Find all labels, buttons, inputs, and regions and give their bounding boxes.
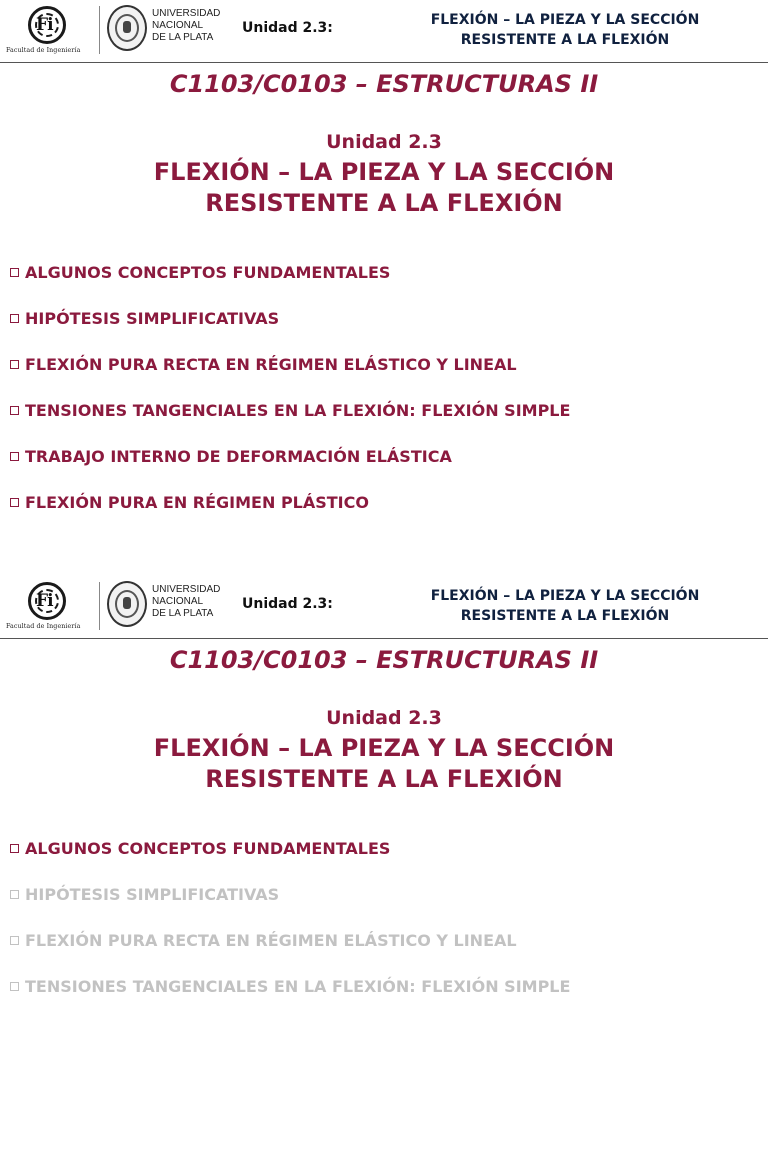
slide-title-line2: RESISTENTE A LA FLEXIÓN — [205, 189, 563, 217]
unit-label: Unidad 2.3 — [326, 131, 442, 153]
unlp-name: UNIVERSIDAD NACIONAL DE LA PLATA — [152, 584, 221, 619]
slide-header — [0, 576, 768, 639]
topic-item — [10, 306, 570, 352]
header-topic — [380, 10, 750, 50]
slide-title — [0, 157, 768, 219]
topic-item — [10, 260, 570, 306]
topic-list — [10, 260, 570, 536]
fi-logo — [6, 6, 96, 56]
checkbox-bullet-icon — [10, 268, 19, 277]
unit-label: Unidad 2.3 — [326, 707, 442, 729]
slide-title — [0, 733, 768, 795]
topic-label: TENSIONES TANGENCIALES EN LA FLEXIÓN: FLEXIÓN SIMPLE — [25, 401, 571, 420]
header-topic-line2: RESISTENTE A LA FLEXIÓN — [460, 608, 670, 624]
checkbox-bullet-icon — [10, 360, 19, 369]
course-title: C1103/C0103 – ESTRUCTURAS II — [169, 70, 599, 98]
slide-title-line1: FLEXIÓN – LA PIEZA Y LA SECCIÓN — [153, 734, 615, 762]
header-topic-line1: FLEXIÓN – LA PIEZA Y LA SECCIÓN — [430, 588, 700, 604]
unit-tag: Unidad 2.3: — [242, 596, 333, 612]
topic-label: FLEXIÓN PURA EN RÉGIMEN PLÁSTICO — [25, 493, 369, 512]
checkbox-bullet-icon — [10, 498, 19, 507]
checkbox-bullet-icon — [10, 406, 19, 415]
header-topic — [380, 586, 750, 626]
topic-item-dimmed — [10, 882, 570, 928]
fi-logo-text: Fi — [36, 591, 53, 611]
fi-logo — [6, 582, 96, 632]
topic-label: FLEXIÓN PURA RECTA EN RÉGIMEN ELÁSTICO Y LINEAL — [25, 355, 517, 374]
topic-label: FLEXIÓN PURA RECTA EN RÉGIMEN ELÁSTICO Y LINEAL — [25, 931, 517, 950]
course-title: C1103/C0103 – ESTRUCTURAS II — [169, 646, 599, 674]
logo-divider — [99, 582, 100, 630]
topic-label: ALGUNOS CONCEPTOS FUNDAMENTALES — [25, 839, 391, 858]
topic-label: ALGUNOS CONCEPTOS FUNDAMENTALES — [25, 263, 391, 282]
fi-caption: Facultad de Ingeniería — [6, 623, 81, 630]
header-topic-line1: FLEXIÓN – LA PIEZA Y LA SECCIÓN — [430, 12, 700, 28]
slide-title-line1: FLEXIÓN – LA PIEZA Y LA SECCIÓN — [153, 158, 615, 186]
unlp-seal-icon — [107, 5, 147, 51]
header-topic-line2: RESISTENTE A LA FLEXIÓN — [460, 32, 670, 48]
checkbox-bullet-icon — [10, 890, 19, 899]
topic-list — [10, 836, 570, 1020]
fi-logo-text: Fi — [36, 15, 53, 35]
topic-label: TENSIONES TANGENCIALES EN LA FLEXIÓN: FLEXIÓN SIMPLE — [25, 977, 571, 996]
fi-caption: Facultad de Ingeniería — [6, 47, 81, 54]
slide-title-line2: RESISTENTE A LA FLEXIÓN — [205, 765, 563, 793]
unlp-name: UNIVERSIDAD NACIONAL DE LA PLATA — [152, 8, 221, 43]
topic-item — [10, 490, 570, 536]
topic-item — [10, 398, 570, 444]
topic-item-dimmed — [10, 928, 570, 974]
unit-tag: Unidad 2.3: — [242, 20, 333, 36]
topic-item — [10, 352, 570, 398]
checkbox-bullet-icon — [10, 314, 19, 323]
logo-divider — [99, 6, 100, 54]
checkbox-bullet-icon — [10, 982, 19, 991]
topic-label: HIPÓTESIS SIMPLIFICATIVAS — [25, 885, 280, 904]
checkbox-bullet-icon — [10, 936, 19, 945]
checkbox-bullet-icon — [10, 452, 19, 461]
topic-label: HIPÓTESIS SIMPLIFICATIVAS — [25, 309, 280, 328]
unlp-seal-icon — [107, 581, 147, 627]
topic-item — [10, 444, 570, 490]
topic-item-dimmed — [10, 974, 570, 1020]
topic-item-active — [10, 836, 570, 882]
slide-header — [0, 0, 768, 63]
checkbox-bullet-icon — [10, 844, 19, 853]
slide-2 — [0, 576, 768, 1152]
topic-label: TRABAJO INTERNO DE DEFORMACIÓN ELÁSTICA — [25, 447, 452, 466]
